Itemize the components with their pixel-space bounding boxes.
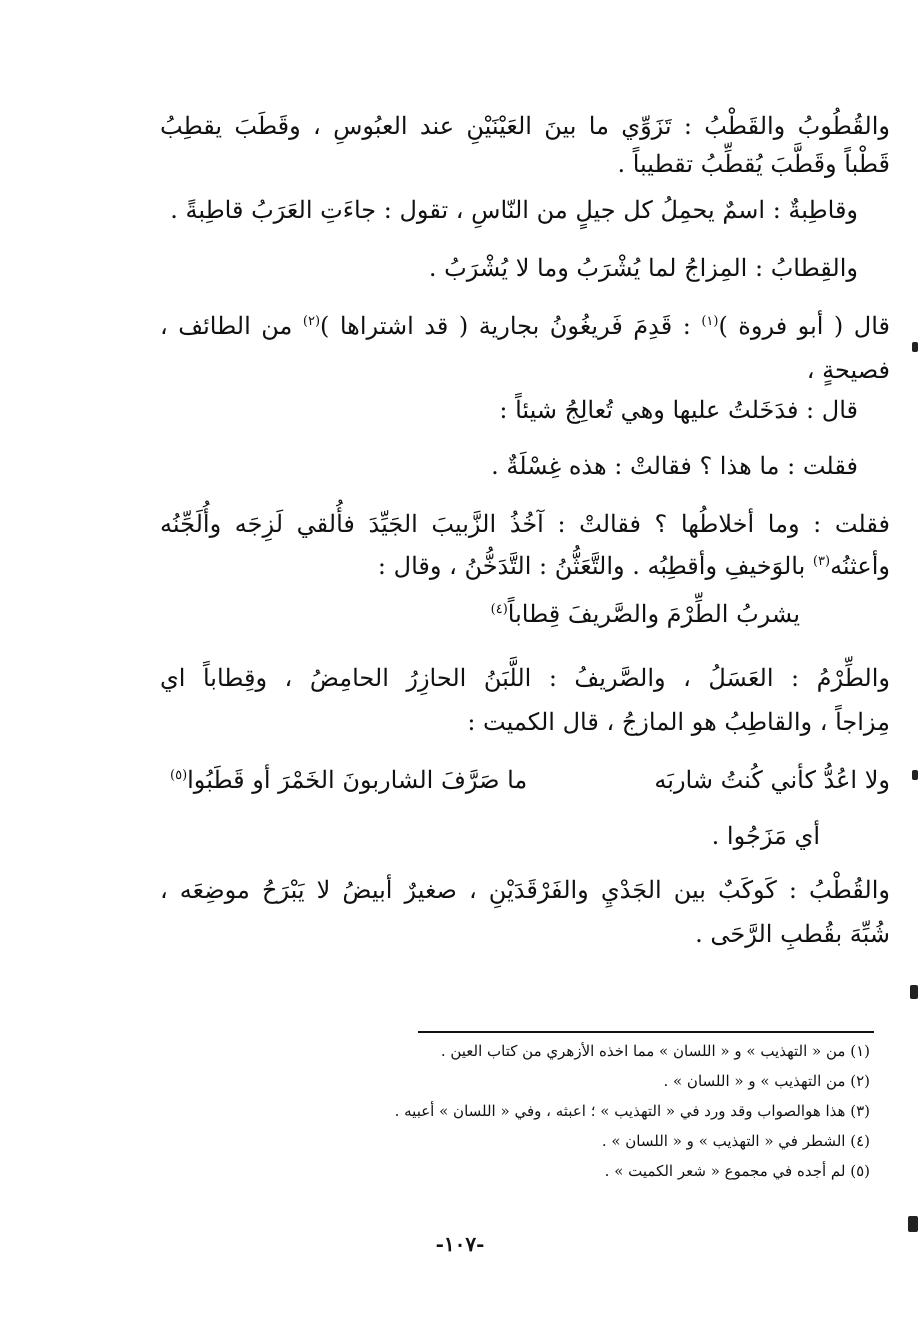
text-line: فقلت : وما أخلاطُها ؟ فقالتْ : آخُذُ الزَّبيبَ الجَيِّدَ فأُلقي لَزِجَه وأُلَجِّنُه bbox=[160, 510, 890, 538]
verse-line: يشربُ الطِّرْمَ والصَّريفَ قِطاباً$^{(٤)}$ bbox=[490, 600, 800, 628]
footnote: (٤) الشطر في « التهذيب » و « اللسان » . bbox=[601, 1132, 870, 1150]
text-line: وأعثنُه$^{(٣)}$ بالوَخيفِ وأقطِبُه . والتَّعَثُّنُ : التَّدَخُّنُ ، وقال : bbox=[377, 552, 890, 580]
text-line: شُبِّهَ بقُطبِ الرَّحَى . bbox=[695, 920, 890, 948]
verse-hemistich-right: ولا اعُدُّ كأني كُنتُ شاربَه bbox=[654, 766, 890, 794]
text-line: والقِطابُ : المِزاجُ لما يُشْرَبُ وما لا يُشْرَبُ . bbox=[428, 254, 858, 282]
footnote-ref: (١) bbox=[701, 314, 719, 329]
text-line: والطِّرْمُ : العَسَلُ ، والصَّريفُ : اللَّبَنُ الحازِرُ الحامِضُ ، وقِطاباً اي bbox=[160, 664, 890, 692]
text-line: والقُطْبُ : كَوكَبٌ بين الجَدْيِ والفَرْقَدَيْنِ ، صغيرٌ أبيضُ لا يَبْرَحُ موضِعَه ، bbox=[160, 876, 890, 904]
footnote-ref: (٣) bbox=[812, 554, 831, 569]
footnote-divider bbox=[418, 1031, 874, 1033]
scan-edge-mark bbox=[910, 985, 918, 999]
text-line: قال ( أبو فروة )$^{(١)}$ : قَدِمَ فَريغُونُ بجارية ( قد اشتراها )$^{(٢)}$ من الطائف ، bbox=[160, 312, 891, 340]
text-line: أي مَزَجُوا . bbox=[711, 822, 820, 850]
footnote: (١) من « التهذيب » و « اللسان » مما اخذه الأزهري من كتاب العين . bbox=[440, 1042, 870, 1060]
text-line: فقلت : ما هذا ؟ فقالتْ : هذه غِسْلَةٌ . bbox=[491, 452, 858, 480]
text-line: مِزاجاً ، والقاطِبُ هو المازجُ ، قال الكميت : bbox=[467, 708, 890, 736]
footnote: (٣) هذا هوالصواب وقد ورد في « التهذيب » ؛ اعبثه ، وفي « اللسان » أعبيه . bbox=[394, 1102, 870, 1120]
footnote: (٥) لم أجده في مجموع « شعر الكميت » . bbox=[604, 1162, 870, 1180]
footnote: (٢) من التهذيب » و « اللسان » . bbox=[663, 1072, 870, 1090]
scan-edge-mark bbox=[912, 342, 918, 352]
text-line: قال : فدَخَلتُ عليها وهي تُعالِجُ شيئاً : bbox=[499, 396, 858, 424]
text-line: فصيحةٍ ، bbox=[806, 356, 890, 384]
text-line: قَطْباً وقَطَّبَ يُقطِّبُ تقطيباً . bbox=[617, 150, 890, 178]
footnote-ref: (٥) bbox=[170, 768, 188, 783]
footnote-ref: (٢) bbox=[302, 314, 321, 329]
footnote-ref: (٤) bbox=[490, 602, 508, 617]
page-number: -١٠٧- bbox=[435, 1232, 485, 1256]
text-line: والقُطُوبُ والقَطْبُ : تَزَوِّي ما بينَ العَيْنَيْنِ عند العبُوسِ ، وقَطَبَ يقطِبُ bbox=[160, 112, 890, 140]
text-line: وقاطِبةٌ : اسمٌ يحمِلُ كل جيلٍ من النّاسِ ، تقول : جاءَتِ العَرَبُ قاطِبةً . bbox=[170, 196, 858, 224]
verse-hemistich-left: ما صَرَّفَ الشاربونَ الخَمْرَ أو قَطَبُوا$^{(٥)}$ bbox=[170, 766, 528, 794]
scan-edge-mark bbox=[908, 1216, 918, 1232]
scan-edge-mark bbox=[912, 770, 918, 780]
